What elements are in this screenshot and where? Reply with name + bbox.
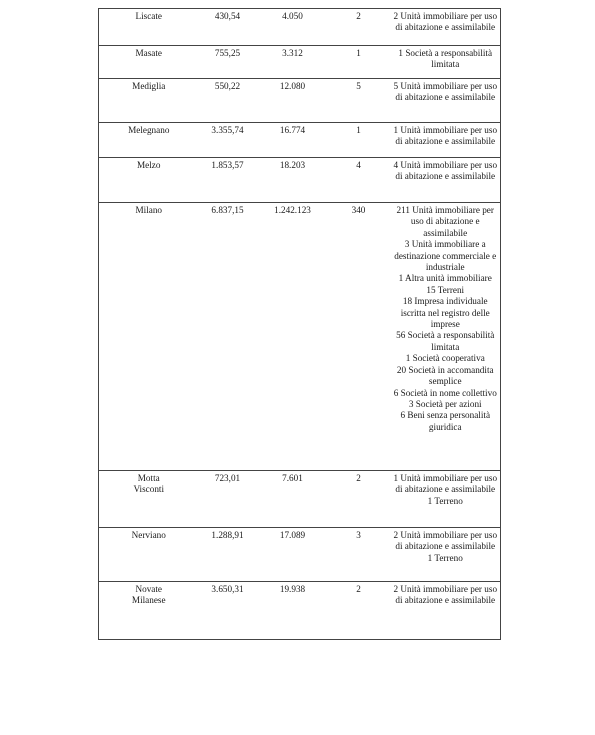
cell-descrizione bbox=[389, 123, 501, 158]
cell-numero: 5 bbox=[329, 79, 389, 123]
descrizione-entry: 1 Società a responsabilità limitata bbox=[398, 48, 493, 70]
descrizione-entry: 20 Società in accomandita semplice bbox=[396, 364, 494, 387]
table-body bbox=[99, 9, 501, 640]
cell-descrizione bbox=[389, 158, 501, 203]
comune-name-line: Novate bbox=[135, 584, 163, 594]
comune-name-line: Milanese bbox=[131, 595, 166, 606]
cell-comune bbox=[99, 203, 199, 471]
descrizione-entry: 6 Società in nome collettivo bbox=[393, 387, 497, 398]
descrizione-entry: 5 Unità immobiliare per uso di abitazione e assimilabile bbox=[393, 81, 498, 103]
cell-superficie: 1.853,57 bbox=[199, 158, 257, 203]
cell-descrizione bbox=[389, 582, 501, 640]
descrizione-entry: 3 Unità immobiliare a destinazione commerciale e industriale bbox=[394, 239, 497, 273]
cell-comune bbox=[99, 528, 199, 582]
descrizione-entry: 56 Società a responsabilità limitata bbox=[396, 330, 495, 352]
cell-descrizione bbox=[389, 528, 501, 582]
cell-popolazione: 16.774 bbox=[257, 123, 329, 158]
cell-numero: 1 bbox=[329, 46, 389, 79]
cell-numero: 2 bbox=[329, 9, 389, 46]
cell-popolazione: 4.050 bbox=[257, 9, 329, 46]
comune-name-line: Melegnano bbox=[128, 125, 170, 135]
cell-numero: 2 bbox=[329, 582, 389, 640]
cell-popolazione: 12.080 bbox=[257, 79, 329, 123]
cell-superficie: 6.837,15 bbox=[199, 203, 257, 471]
descrizione-entry: 1 Terreno bbox=[427, 552, 463, 563]
descrizione-entry: 2 Unità immobiliare per uso di abitazione e assimilabile bbox=[393, 530, 498, 552]
cell-superficie: 3.650,31 bbox=[199, 582, 257, 640]
comune-name-line: Visconti bbox=[133, 484, 165, 495]
cell-comune bbox=[99, 123, 199, 158]
table-row bbox=[99, 123, 501, 158]
cell-numero: 1 bbox=[329, 123, 389, 158]
cell-popolazione: 1.242.123 bbox=[257, 203, 329, 471]
table-row bbox=[99, 203, 501, 471]
cell-superficie: 755,25 bbox=[199, 46, 257, 79]
comune-name-line: Liscate bbox=[135, 11, 163, 21]
table-row bbox=[99, 79, 501, 123]
descrizione-entry: 1 Terreno bbox=[427, 495, 463, 506]
cell-descrizione bbox=[389, 471, 501, 528]
descrizione-entry: 1 Società cooperativa bbox=[405, 353, 485, 364]
descrizione-entry: 6 Beni senza personalità giuridica bbox=[400, 410, 491, 432]
cell-descrizione bbox=[389, 46, 501, 79]
table-row bbox=[99, 9, 501, 46]
descrizione-entry: 15 Terreni bbox=[426, 284, 465, 295]
cell-comune bbox=[99, 46, 199, 79]
cell-superficie: 430,54 bbox=[199, 9, 257, 46]
table-row bbox=[99, 528, 501, 582]
cell-popolazione: 17.089 bbox=[257, 528, 329, 582]
cell-popolazione: 7.601 bbox=[257, 471, 329, 528]
cell-popolazione: 18.203 bbox=[257, 158, 329, 203]
comune-name-line: Melzo bbox=[137, 160, 161, 170]
descrizione-entry: 1 Unità immobiliare per uso di abitazione e assimilabile bbox=[393, 125, 498, 147]
descrizione-entry: 1 Altra unità immobiliare bbox=[398, 273, 492, 284]
descrizione-entry: 2 Unità immobiliare per uso di abitazione e assimilabile bbox=[393, 11, 498, 33]
comune-name-line: Motta bbox=[137, 473, 160, 483]
table-row bbox=[99, 582, 501, 640]
cell-descrizione bbox=[389, 203, 501, 471]
cell-numero: 4 bbox=[329, 158, 389, 203]
cell-numero: 2 bbox=[329, 471, 389, 528]
cell-superficie: 550,22 bbox=[199, 79, 257, 123]
cell-comune bbox=[99, 471, 199, 528]
cell-popolazione: 3.312 bbox=[257, 46, 329, 79]
descrizione-entry: 3 Società per azioni bbox=[408, 398, 482, 409]
table-row bbox=[99, 158, 501, 203]
comune-name-line: Mediglia bbox=[132, 81, 166, 91]
descrizione-entry: 2 Unità immobiliare per uso di abitazione e assimilabile bbox=[393, 584, 498, 606]
cell-superficie: 3.355,74 bbox=[199, 123, 257, 158]
table-row bbox=[99, 471, 501, 528]
cell-superficie: 1.288,91 bbox=[199, 528, 257, 582]
comune-name-line: Masate bbox=[135, 48, 163, 58]
cell-comune bbox=[99, 582, 199, 640]
cell-descrizione bbox=[389, 9, 501, 46]
descrizione-entry: 211 Unità immobiliare per uso di abitazione e assimilabile bbox=[396, 205, 494, 238]
comune-name-line: Nerviano bbox=[131, 530, 166, 540]
cell-comune bbox=[99, 79, 199, 123]
cell-superficie: 723,01 bbox=[199, 471, 257, 528]
descrizione-entry: 1 Unità immobiliare per uso di abitazione e assimilabile bbox=[393, 473, 498, 495]
municipality-table bbox=[98, 8, 501, 640]
cell-popolazione: 19.938 bbox=[257, 582, 329, 640]
cell-descrizione bbox=[389, 79, 501, 123]
descrizione-entry: 4 Unità immobiliare per uso di abitazione e assimilabile bbox=[393, 160, 498, 182]
descrizione-entry: 18 Impresa individuale iscritta nel registro delle imprese bbox=[400, 296, 490, 330]
cell-comune bbox=[99, 158, 199, 203]
cell-comune bbox=[99, 9, 199, 46]
cell-numero: 3 bbox=[329, 528, 389, 582]
table-row bbox=[99, 46, 501, 79]
comune-name-line: Milano bbox=[135, 205, 163, 215]
cell-numero: 340 bbox=[329, 203, 389, 471]
